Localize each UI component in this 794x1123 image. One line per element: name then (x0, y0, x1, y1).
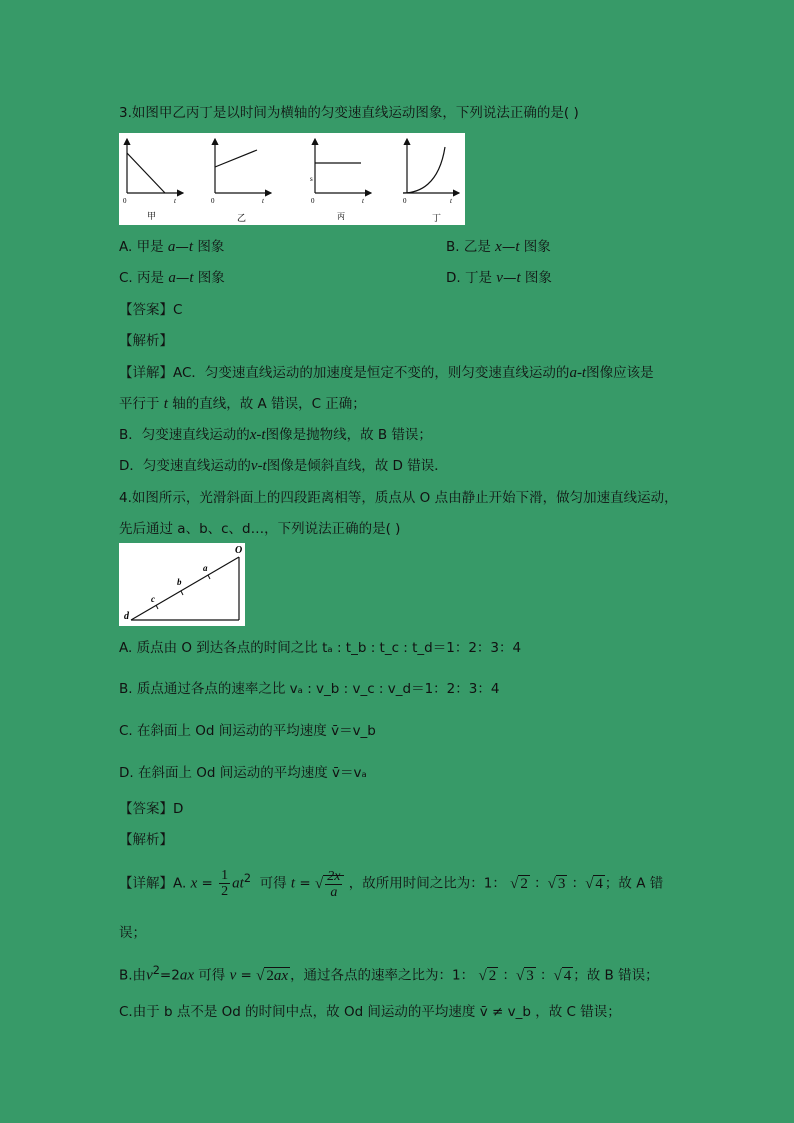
q3-detail-3: B．匀变速直线运动的x-t图像是抛物线，故 B 错误； (119, 427, 432, 443)
q4-stem-2: 先后通过 a、b、c、d…，下列说法正确的是( ) (119, 521, 401, 537)
q4-option-b[interactable]: B. 质点通过各点的速率之比 vₐ : v_b : v_c : v_d＝1：2：3：4 (119, 681, 500, 697)
label-c: c (151, 594, 155, 604)
q3-analysis-title: 【解析】 (119, 333, 173, 349)
q4-option-a[interactable]: A. 质点由 O 到达各点的时间之比 tₐ : t_b : t_c : t_d＝1：2：3：4 (119, 640, 522, 656)
q3-option-b[interactable]: B. 乙是 x—t 图象 (446, 239, 551, 255)
label-bing: 丙 (337, 212, 345, 221)
t-ding: t (450, 197, 452, 205)
q3-detail-2: 平行于 t 轴的直线，故 A 错误，C 正确； (119, 396, 366, 412)
q3-graphs (119, 133, 465, 225)
label-d: d (124, 611, 129, 622)
q4-detail-c: C.由于 b 点不是 Od 的时间中点，故 Od 间运动的平均速度 v̄ ≠ v_b ，故 C 错误； (119, 1004, 621, 1020)
q3-stem: 3.如图甲乙丙丁是以时间为横轴的匀变速直线运动图象，下列说法正确的是( ) (119, 105, 579, 121)
label-a: a (203, 563, 208, 573)
q4-figure (119, 543, 245, 626)
origin-bing: 0 (311, 197, 315, 205)
q4-answer: 【答案】D (119, 801, 184, 817)
incline-diagram (119, 543, 245, 626)
q3-detail-4: D．匀变速直线运动的v-t图像是倾斜直线，故 D 错误． (119, 458, 448, 474)
q4-detail-a: 【详解】A. x = $\frac{1}{2}$ $at^2$ 可得 t = √ $\frac{2x}{a}$ ，故所用时间之比为：1： √ 2 ：√ 3 ：√ 4 ；故 A 错 (119, 868, 664, 900)
q3-option-a[interactable]: A. 甲是 a—t 图象 (119, 239, 225, 255)
graph-yi (211, 139, 271, 223)
t-yi: t (262, 197, 264, 205)
graph-jia (123, 139, 183, 221)
q3-detail-1: 【详解】AC．匀变速直线运动的加速度是恒定不变的，则匀变速直线运动的a-t图像应该是 (119, 365, 654, 381)
label-b: b (177, 577, 182, 587)
graph-ding (403, 139, 459, 223)
q4-detail-b: B.由$v^2=2ax$ 可得 v = √ 2ax ，通过各点的速率之比为：1： √ 2 ：√ 3 ：√ 4 ；故 B 错误； (119, 964, 659, 984)
q4-analysis-title: 【解析】 (119, 832, 173, 848)
q3-option-c[interactable]: C. 丙是 a—t 图象 (119, 270, 225, 286)
fraction-half: $\frac{1}{2}$ (221, 868, 229, 899)
t-bing: t (362, 197, 364, 205)
origin-jia: 0 (123, 197, 127, 205)
graph-bing (310, 139, 371, 221)
q4-stem-1: 4.如图所示，光滑斜面上的四段距离相等，质点从 O 点由静止开始下滑，做匀加速直线运动， (119, 490, 678, 506)
q3-figure (119, 133, 465, 225)
q3-option-d[interactable]: D. 丁是 v—t 图象 (446, 270, 552, 286)
label-jia: 甲 (147, 211, 157, 221)
tick-bing: s (310, 175, 313, 183)
q4-option-d[interactable]: D. 在斜面上 Od 间运动的平均速度 v̄＝vₐ (119, 765, 367, 781)
q4-option-c[interactable]: C. 在斜面上 Od 间运动的平均速度 v̄＝v_b (119, 723, 376, 739)
label-o: O (235, 545, 243, 556)
t-jia: t (174, 197, 176, 205)
label-yi: 乙 (237, 213, 247, 223)
origin-ding: 0 (403, 197, 407, 205)
sqrt-2x-over-a: √ $\frac{2x}{a}$ (315, 869, 344, 900)
q3-answer: 【答案】C (119, 302, 183, 318)
label-ding: 丁 (432, 213, 442, 223)
origin-yi: 0 (211, 197, 215, 205)
q4-detail-a-cont: 误； (119, 925, 146, 941)
